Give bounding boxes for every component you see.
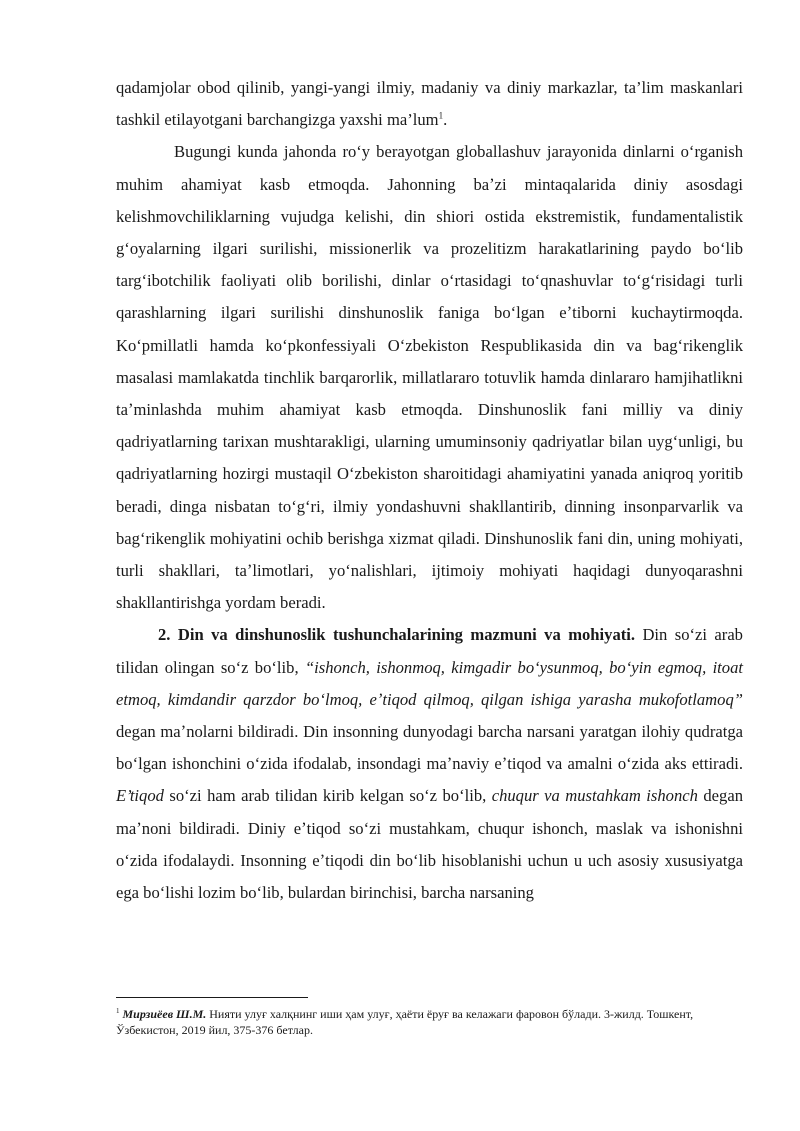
footnote-author: Мирзиёев Ш.М.	[122, 1007, 207, 1021]
paragraph-2: Bugungi kunda jahonda roʻy berayotgan globallashuv jarayonida dinlarni oʻrganish muhim ahamiyat kasb etmoqda. Jahonning baʼzi mintaqalarida diniy asosdagi kelishmovchiliklarning vujudga kelishi, din shiori ostida ekstremistik, fundamentalistik gʻoyalarning ilgari surilishi, missionerlik va prozelitizm harakatlarining paydo boʻlib targʻibotchilik faoliyati olib borilishi, dinlar oʻrtasidagi toʻqnashuvlar toʻgʻrisidagi turli qarashlarning ilgari surilishi dinshunoslik faniga boʻlgan eʼtiborni kuchaytirmoqda. Koʻpmillatli hamda koʻpkonfessiyali Oʻzbekiston Respublikasida din va bagʻrikenglik masalasi mamlakatda tinchlik barqarorlik, millatlararo totuvlik hamda dinlararo hamjihatlikni taʼminlashda muhim ahamiyat kasb etmoqda. Dinshunoslik fani milliy va diniy qadriyatlarning tarixan mushtarakligi, ularning umuminsoniy qadriyatlar bilan uygʻunligi, bu qadriyatlarning hozirgi mustaqil Oʻzbekiston sharoitidagi ahamiyatini yanada aniqroq yoritib beradi, dinga nisbatan toʻgʻri, ilmiy yondashuvni shakllantirib, dinning insonparvarlik va bagʻrikenglik mohiyatini ochib berishga xizmat qiladi. Dinshunoslik fani din, uning mohiyati, turli shakllari, taʼlimotlari, yoʻnalishlari, ijtimoiy mohiyati haqidagi dunyoqarashni shakllantirishga yordam beradi.	[116, 142, 743, 613]
paragraph-3-text-1: Din soʻzi arab tilidan olingan soʻz boʻlib,	[116, 625, 743, 677]
paragraph-1	[116, 72, 743, 136]
paragraph-3-text-4: degan maʼnoni bildiradi. Diniy eʼtiqod soʻzi mustahkam, chuqur ishonch, maslak va ishonishni oʻzida ifodalaydi. Insonning eʼtiqodi din boʻlib hisoblanishi uchun u uch asosiy xususiyatga ega boʻlishi lozim boʻlib, bulardan birinchisi, barcha narsaning	[116, 786, 744, 903]
paragraph-3-italic-1: “ishonch, ishonmoq, kimgadir boʻysunmoq, boʻyin egmoq, itoat etmoq, kimdandir qarzdor boʻlmoq, eʼtiqod qilmoq, qilgan ishiga yarasha mukofotlamoq”	[116, 657, 743, 709]
footnote-divider	[116, 997, 308, 998]
footnote-reference[interactable]: 1	[438, 110, 444, 121]
paragraph-3-italic-2: E’tiqod	[116, 786, 164, 806]
paragraph-1-text: qadamjolar obod qilinib, yangi-yangi ilmiy, madaniy va diniy markazlar, ta’lim maskanlari tashkil etilayotgani barchangizga yaxshi ma’lum	[116, 78, 743, 130]
section-heading: 2. Din va dinshunoslik tushunchalarining mazmuni va mohiyati.	[158, 625, 636, 645]
paragraph-3-italic-3: chuqur va mustahkam ishonch	[491, 786, 698, 806]
body-text	[116, 72, 743, 909]
paragraph-3	[116, 619, 743, 909]
paragraph-1-end: .	[443, 110, 448, 130]
footnote-number: 1	[116, 1007, 120, 1015]
paragraph-3-text-3: soʻzi ham arab tilidan kirib kelgan soʻz boʻlib,	[163, 786, 492, 806]
footnote	[116, 1006, 743, 1038]
paragraph-3-text-2: degan maʼnolarni bildiradi. Din insonning dunyodagi barcha narsani yaratgan ilohiy qudratga boʻlgan ishonchini oʻzida ifodalab, insondagi maʼnaviy eʼtiqod va amalni oʻzida aks ettiradi.	[116, 722, 743, 774]
footnote-text: Нияти улуғ халқнинг иши ҳам улуғ, ҳаёти ёруғ ва келажаги фаровон бўлади. 3-жилд. Тошкент, Ўзбекистон, 2019 йил, 375-376 бетлар.	[116, 1007, 694, 1037]
